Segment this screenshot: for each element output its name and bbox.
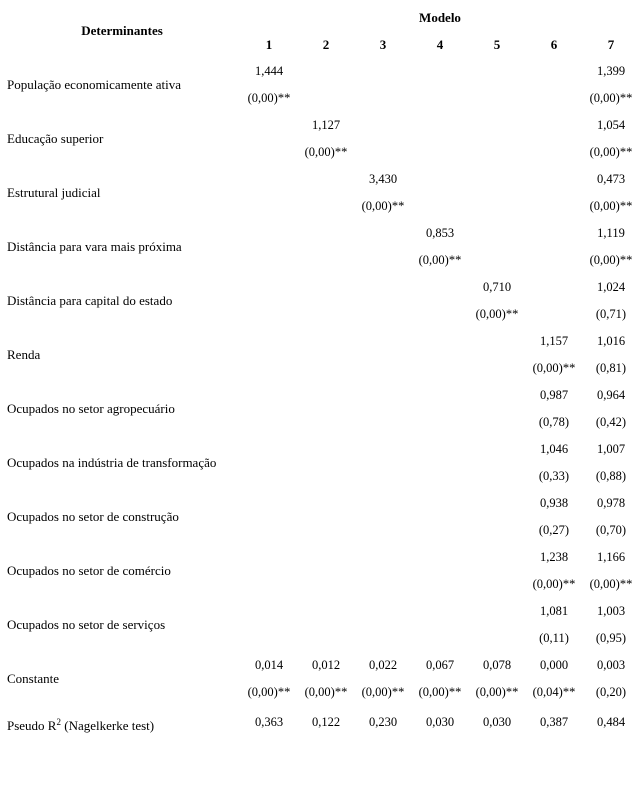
model-column-1: 1 (265, 37, 273, 52)
coefficient-cell: 1,046 (539, 442, 569, 456)
coefficient-cell: 0,078 (482, 658, 512, 672)
coefficient-cell: 1,444 (254, 64, 284, 78)
row-label: Ocupados no setor de comércio (7, 563, 171, 578)
determinants-header: Determinantes (81, 23, 163, 38)
row-label: Educação superior (7, 131, 104, 146)
p-value-cell: (0,00)** (589, 577, 633, 591)
p-value-cell: (0,00)** (418, 685, 462, 699)
p-value-cell: (0,95) (595, 631, 627, 645)
model-column-5: 5 (493, 37, 501, 52)
coefficient-cell: 3,430 (368, 172, 398, 186)
row-label: Renda (7, 347, 41, 362)
coefficient-cell: 1,399 (596, 64, 626, 78)
pseudo-r2-label-tail: (Nagelkerke test) (60, 718, 155, 733)
p-value-cell: (0,00)** (589, 91, 633, 105)
p-value-cell: (0,00)** (361, 685, 405, 699)
coefficient-cell: 1,054 (596, 118, 626, 132)
p-value-cell: (0,81) (595, 361, 627, 375)
pseudo-r2-value: 0,363 (254, 715, 284, 729)
row-label: Constante (7, 671, 59, 686)
p-value-cell: (0,11) (539, 631, 569, 645)
pseudo-r2-value: 0,122 (311, 715, 341, 729)
p-value-cell: (0,04)** (532, 685, 576, 699)
coefficient-cell: 0,000 (539, 658, 569, 672)
p-value-cell: (0,00)** (532, 577, 576, 591)
p-value-cell: (0,33) (538, 469, 570, 483)
row-label: Estrutural judicial (7, 185, 101, 200)
model-header: Modelo (419, 10, 461, 25)
model-column-3: 3 (379, 37, 387, 52)
pseudo-r2-value: 0,030 (482, 715, 512, 729)
pseudo-r2-value: 0,484 (596, 715, 626, 729)
coefficient-cell: 1,238 (539, 550, 569, 564)
pseudo-r2-value: 0,387 (539, 715, 569, 729)
model-column-7: 7 (607, 37, 615, 52)
pseudo-r2-label-main: Pseudo R (7, 718, 57, 733)
coefficient-cell: 1,119 (597, 226, 625, 240)
p-value-cell: (0,71) (595, 307, 627, 321)
p-value-cell: (0,00)** (418, 253, 462, 267)
p-value-cell: (0,42) (595, 415, 627, 429)
coefficient-cell: 0,003 (596, 658, 626, 672)
coefficient-cell: 0,938 (539, 496, 569, 510)
p-value-cell: (0,00)** (247, 91, 291, 105)
coefficient-cell: 0,012 (311, 658, 341, 672)
p-value-cell: (0,00)** (532, 361, 576, 375)
p-value-cell: (0,00)** (304, 685, 348, 699)
row-label: Distância para vara mais próxima (7, 239, 182, 254)
coefficient-cell: 1,127 (311, 118, 341, 132)
model-column-6: 6 (550, 37, 558, 52)
row-label: Distância para capital do estado (7, 293, 173, 308)
coefficient-cell: 0,964 (596, 388, 626, 402)
coefficient-cell: 0,978 (596, 496, 626, 510)
coefficient-cell: 0,067 (425, 658, 455, 672)
p-value-cell: (0,00)** (475, 307, 519, 321)
p-value-cell: (0,78) (538, 415, 570, 429)
model-column-4: 4 (436, 37, 444, 52)
pseudo-r2-value: 0,230 (368, 715, 398, 729)
p-value-cell: (0,00)** (475, 685, 519, 699)
p-value-cell: (0,00)** (589, 145, 633, 159)
row-label: População economicamente ativa (7, 77, 181, 92)
p-value-cell: (0,88) (595, 469, 627, 483)
pseudo-r2-superscript: 2 (56, 717, 61, 727)
row-label: Ocupados na indústria de transformação (7, 455, 217, 470)
coefficient-cell: 1,157 (539, 334, 569, 348)
p-value-cell: (0,00)** (589, 253, 633, 267)
coefficient-cell: 0,853 (425, 226, 455, 240)
p-value-cell: (0,27) (538, 523, 570, 537)
coefficient-cell: 0,022 (368, 658, 398, 672)
coefficient-cell: 0,987 (539, 388, 569, 402)
model-column-2: 2 (322, 37, 330, 52)
coefficient-cell: 1,003 (596, 604, 626, 618)
coefficient-cell: 1,016 (596, 334, 626, 348)
p-value-cell: (0,00)** (247, 685, 291, 699)
coefficient-cell: 0,710 (482, 280, 512, 294)
coefficient-cell: 0,473 (596, 172, 626, 186)
coefficient-cell: 1,024 (596, 280, 626, 294)
pseudo-r2-label (7, 718, 154, 734)
row-label: Ocupados no setor agropecuário (7, 401, 175, 416)
coefficient-cell: 1,081 (539, 604, 569, 618)
p-value-cell: (0,00)** (589, 199, 633, 213)
p-value-cell: (0,00)** (304, 145, 348, 159)
coefficient-cell: 1,007 (596, 442, 626, 456)
row-label: Ocupados no setor de serviços (7, 617, 166, 632)
p-value-cell: (0,20) (595, 685, 627, 699)
coefficient-cell: 0,014 (254, 658, 284, 672)
pseudo-r2-value: 0,030 (425, 715, 455, 729)
p-value-cell: (0,70) (595, 523, 627, 537)
coefficient-cell: 1,166 (596, 550, 626, 564)
row-label: Ocupados no setor de construção (7, 509, 179, 524)
p-value-cell: (0,00)** (361, 199, 405, 213)
